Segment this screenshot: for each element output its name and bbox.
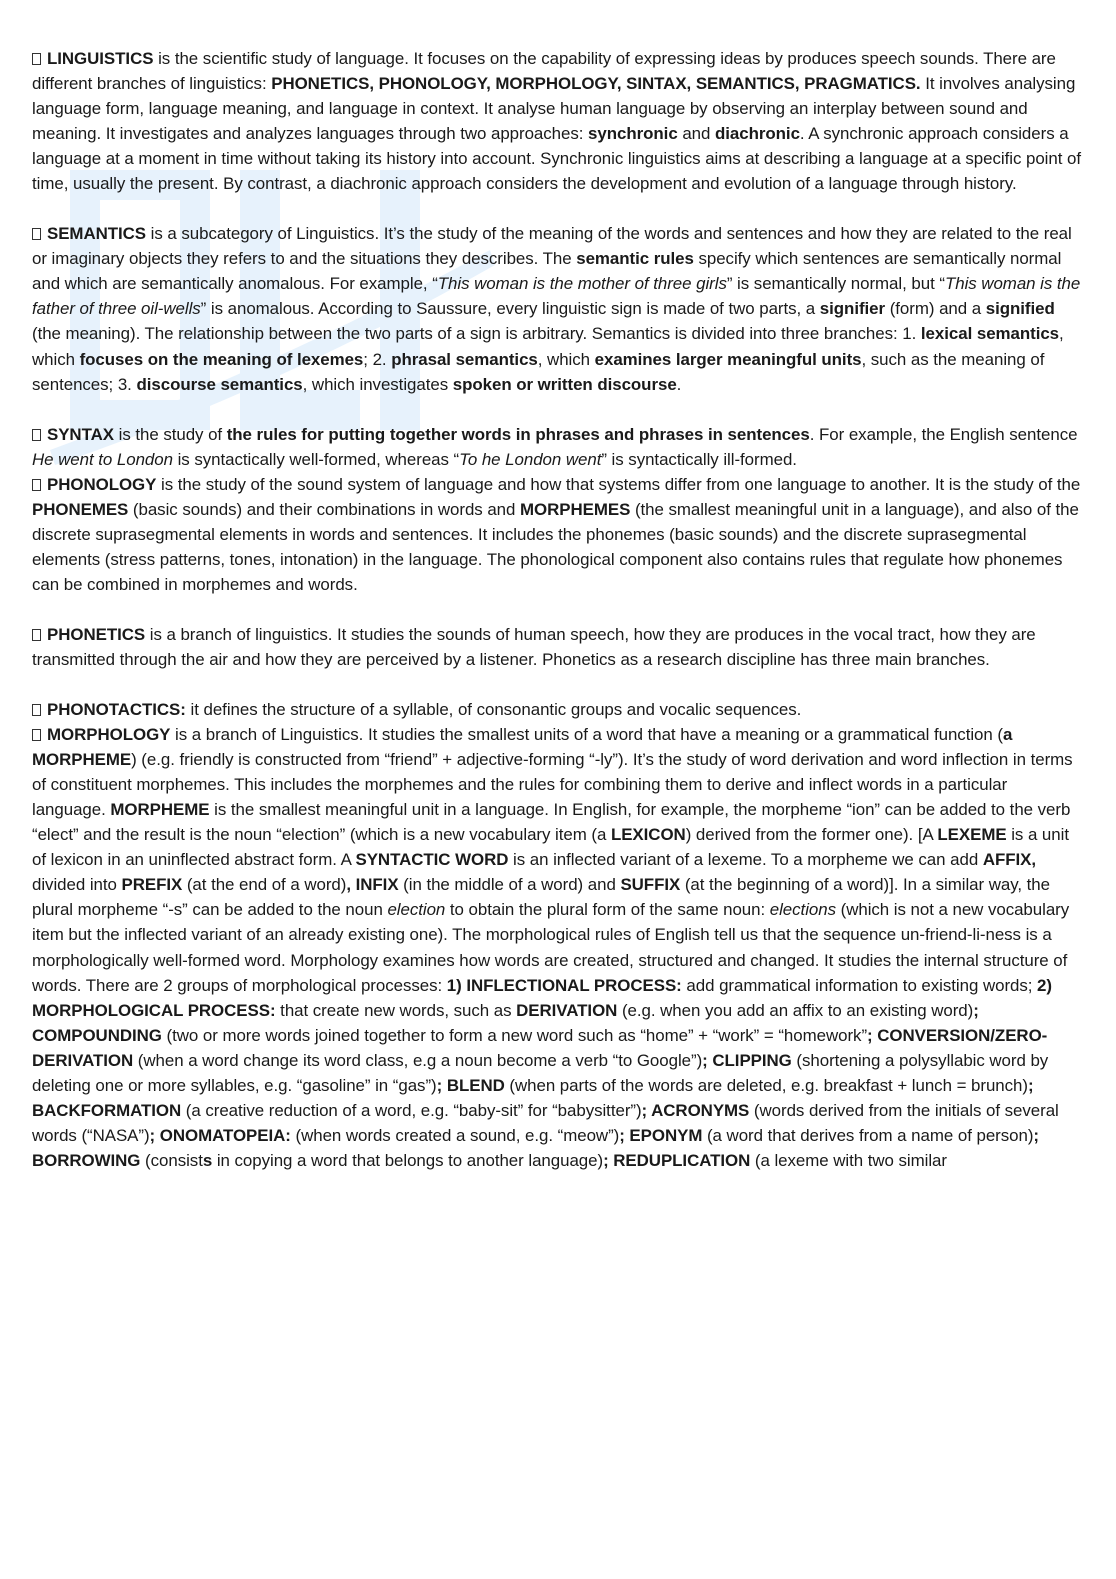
text-run: divided into <box>32 875 122 895</box>
bold-term: ; ONOMATOPEIA: <box>149 1125 291 1145</box>
text-run: , which <box>32 324 1064 369</box>
text-run: specify which sentences are semantically normal and which are semantically anomalous. For example, “ <box>32 249 1062 294</box>
paragraph-gap <box>32 672 1082 697</box>
text-run: ; 2. <box>363 349 392 369</box>
text-run: (when a word change its word class, e.g a noun become a verb “to Google”) <box>133 1050 703 1070</box>
bullet-box-icon <box>32 729 41 741</box>
text-run: (basic sounds) and their combinations in words and <box>128 499 521 519</box>
text-run: and <box>677 124 715 144</box>
bold-term: PHONOLOGY <box>47 474 157 494</box>
bold-term: lexical semantics <box>920 324 1060 344</box>
bold-term: synchronic <box>588 124 678 144</box>
bold-term: diachronic <box>715 124 800 144</box>
bold-term: ; CLIPPING <box>702 1050 792 1070</box>
text-run: it defines the structure of a syllable, of consonantic groups and vocalic sequences. <box>185 700 802 720</box>
text-run: to obtain the plural form of the same noun: <box>445 900 770 920</box>
bold-term: AFFIX, <box>982 850 1036 870</box>
bullet-box-icon <box>32 629 41 641</box>
bold-term: spoken or written discourse <box>452 374 677 394</box>
text-run: is a subcategory of Linguistics. It’s the study of the meaning of the words and sentences and how they are related to the real or imaginary objects they refers to and the situations they describes. The <box>32 224 1072 269</box>
text-run: (consist <box>140 1150 203 1170</box>
text-run: ) derived from the former one). [A <box>685 825 938 845</box>
bold-term: SYNTACTIC WORD <box>355 850 509 870</box>
bold-term: semantic rules <box>576 249 694 269</box>
text-run: is the study of <box>113 424 227 444</box>
text-run: (the smallest meaningful unit in a language), and also of the discrete suprasegmental elements in words and sentences. It includes the phonemes (basic sounds) and the discrete suprasegmental elements (stress patterns, tones, intonation) in the language. The phonological component also contains rules that regulate how phonemes can be combined in morphemes and words. <box>32 499 1079 594</box>
italic-example: elections <box>769 900 836 920</box>
bold-term: PREFIX <box>121 875 183 895</box>
bold-term: phrasal semantics <box>391 349 538 369</box>
bullet-box-icon <box>32 429 41 441</box>
text-run: , which <box>537 349 595 369</box>
text-run: (a lexeme with two similar <box>750 1150 947 1170</box>
bold-term: ; EPONYM <box>619 1125 703 1145</box>
italic-example: To he London went <box>459 449 602 469</box>
bold-term: LEXICON <box>610 825 686 845</box>
text-run: . For example, the English sentence <box>809 424 1078 444</box>
text-run: ” is anomalous. According to Saussure, every linguistic sign is made of two parts, a <box>200 299 820 319</box>
bold-term: LINGUISTICS <box>47 49 154 68</box>
bold-term: PHONETICS <box>47 624 146 644</box>
bold-term: a MORPHEME <box>32 725 1013 770</box>
bold-term: signified <box>985 299 1055 319</box>
bold-term: ; BLEND <box>436 1075 505 1095</box>
text-run: is a branch of linguistics. It studies the sounds of human speech, how they are produces in the vocal tract, how they are transmitted through the air and how they are perceived by a listener. Phonetics as a research discipline has three main branches. <box>32 624 1036 669</box>
bold-term: MORPHEME <box>110 800 210 820</box>
text-run: , such as the meaning of sentences; 3. <box>32 349 1045 394</box>
text-run: (form) and a <box>885 299 986 319</box>
text-run: in copying a word that belongs to another language) <box>212 1150 604 1170</box>
text-run: ” is syntactically ill-formed. <box>601 449 797 469</box>
bold-term: s <box>202 1150 213 1170</box>
bold-term: ; ACRONYMS <box>641 1100 750 1120</box>
bold-term: ; CONVERSION/ZERO-DERIVATION <box>32 1025 1048 1070</box>
text-run: is the scientific study of language. It focuses on the capability of expressing ideas by produces speech sounds. There are different branches of linguistics: <box>32 49 1056 94</box>
italic-example: This woman is the father of three oil-wells <box>32 274 1081 319</box>
text-run: ” is semantically normal, but “ <box>726 274 945 294</box>
text-run: (shortening a polysyllabic word by deleting one or more syllables, e.g. “gasoline” in “gas”) <box>32 1050 1049 1095</box>
paragraph-phonology <box>32 472 1082 597</box>
bold-term: ; BACKFORMATION <box>32 1075 1034 1120</box>
paragraph-gap <box>32 196 1082 221</box>
bullet-box-icon <box>32 479 41 491</box>
text-run: add grammatical information to existing words; <box>681 975 1038 995</box>
text-run: is a branch of Linguistics. It studies the smallest units of a word that have a meaning or a grammatical function ( <box>170 725 1003 745</box>
bold-term: ; REDUPLICATION <box>603 1150 751 1170</box>
bold-term: examines larger meaningful units <box>594 349 862 369</box>
paragraph-gap <box>32 597 1082 622</box>
paragraph-semantics <box>32 221 1082 396</box>
bold-term: LEXEME <box>937 825 1007 845</box>
text-run: (a creative reduction of a word, e.g. “baby-sit” for “babysitter”) <box>181 1100 642 1120</box>
bold-term: ; COMPOUNDING <box>32 1000 979 1045</box>
bold-term: , INFIX <box>346 875 399 895</box>
paragraph-syntax <box>32 422 1082 472</box>
bullet-box-icon <box>32 704 41 716</box>
text-run: (e.g. when you add an affix to an existing word) <box>617 1000 974 1020</box>
text-run: . A synchronic approach considers a language at a moment in time without taking its history into account. Synchronic linguistics aims at describing a language at a specific point of time, usually the present. By contrast, a diachronic approach considers the development and evolution of a language through history. <box>32 124 1081 194</box>
text-run: (the meaning). The relationship between the two parts of a sign is arbitrary. Semantics is divided into three branches: 1. <box>32 324 921 344</box>
text-run: . <box>676 374 682 394</box>
bold-term: SYNTAX <box>47 424 114 444</box>
bold-term: SEMANTICS <box>47 224 147 244</box>
text-run: (in the middle of a word) and <box>398 875 621 895</box>
bold-term: discourse semantics <box>136 374 303 394</box>
text-run: (when parts of the words are deleted, e.g. breakfast + lunch = brunch) <box>504 1075 1028 1095</box>
text-run: ) (e.g. friendly is constructed from “friend” + adjective-forming “-ly”). It’s the study of word derivation and word inflection in terms of constituent morphemes. This includes the morphemes and the rules for combining them to derive and inflect words in a particular language. <box>32 750 1073 820</box>
bold-term: focuses on the meaning of lexemes <box>79 349 364 369</box>
bold-term: ; BORROWING <box>32 1125 1039 1170</box>
bullet-box-icon <box>32 228 41 240</box>
bold-term: MORPHOLOGY <box>47 725 171 745</box>
paragraph-phonotactics <box>32 697 1082 722</box>
text-run: is the smallest meaningful unit in a language. In English, for example, the morpheme “ion” can be added to the verb “elect” and the result is the noun “election” (which is a new vocabulary item (a <box>32 800 1071 845</box>
paragraph-linguistics <box>32 46 1082 196</box>
bold-term: PHONETICS, PHONOLOGY, MORPHOLOGY, SINTAX, SEMANTICS, PRAGMATICS. <box>271 74 921 94</box>
paragraph-phonetics <box>32 622 1082 672</box>
text-run: (two or more words joined together to form a new word such as “home” + “work” = “homework” <box>161 1025 868 1045</box>
text-run: is an inflected variant of a lexeme. To a morpheme we can add <box>508 850 983 870</box>
bold-term: PHONOTACTICS: <box>47 700 186 720</box>
italic-example: This woman is the mother of three girls <box>437 274 727 294</box>
bold-term: the rules for putting together words in phrases and phrases in sentences <box>226 424 810 444</box>
bold-term: PHONEMES <box>32 499 129 519</box>
bold-term: 1) INFLECTIONAL PROCESS: <box>446 975 682 995</box>
bold-term: MORPHEMES <box>520 499 631 519</box>
text-run: (a word that derives from a name of person) <box>702 1125 1034 1145</box>
paragraph-morphology <box>32 722 1082 1173</box>
text-run: that create new words, such as <box>275 1000 517 1020</box>
text-run: (words derived from the initials of several words (“NASA”) <box>32 1100 1059 1145</box>
text-run: (at the end of a word) <box>182 875 347 895</box>
document-body <box>32 46 1082 1173</box>
italic-example: election <box>387 900 446 920</box>
bold-term: DERIVATION <box>516 1000 618 1020</box>
text-run: is syntactically well-formed, whereas “ <box>172 449 460 469</box>
bold-term: SUFFIX <box>620 875 681 895</box>
text-run: (which is not a new vocabulary item but the inflected variant of an already existing one). The morphological rules of English tell us that the sequence un-friend-li-ness is a morphologically well-formed word. Morphology examines how words are created, structured and changed. It studies the internal structure of words. There are 2 groups of morphological processes: <box>32 900 1070 995</box>
text-run: , which investigates <box>302 374 453 394</box>
text-run: is the study of the sound system of language and how that systems differ from one language to another. It is the study of the <box>156 474 1081 494</box>
italic-example: He went to London <box>32 449 173 469</box>
text-run: is a unit of lexicon in an uninflected abstract form. A <box>32 825 1069 870</box>
paragraph-gap <box>32 397 1082 422</box>
bold-term: 2) MORPHOLOGICAL PROCESS: <box>32 975 1052 1020</box>
text-run: (when words created a sound, e.g. “meow”) <box>290 1125 620 1145</box>
text-run: It involves analysing language form, language meaning, and language in context. It analyse human language by observing an interplay between sound and meaning. It investigates and analyzes languages through two approaches: <box>32 74 1076 144</box>
bullet-box-icon <box>32 53 41 65</box>
bold-term: signifier <box>819 299 886 319</box>
text-run: (at the beginning of a word)]. In a similar way, the plural morpheme “-s” can be added to the noun <box>32 875 1050 920</box>
